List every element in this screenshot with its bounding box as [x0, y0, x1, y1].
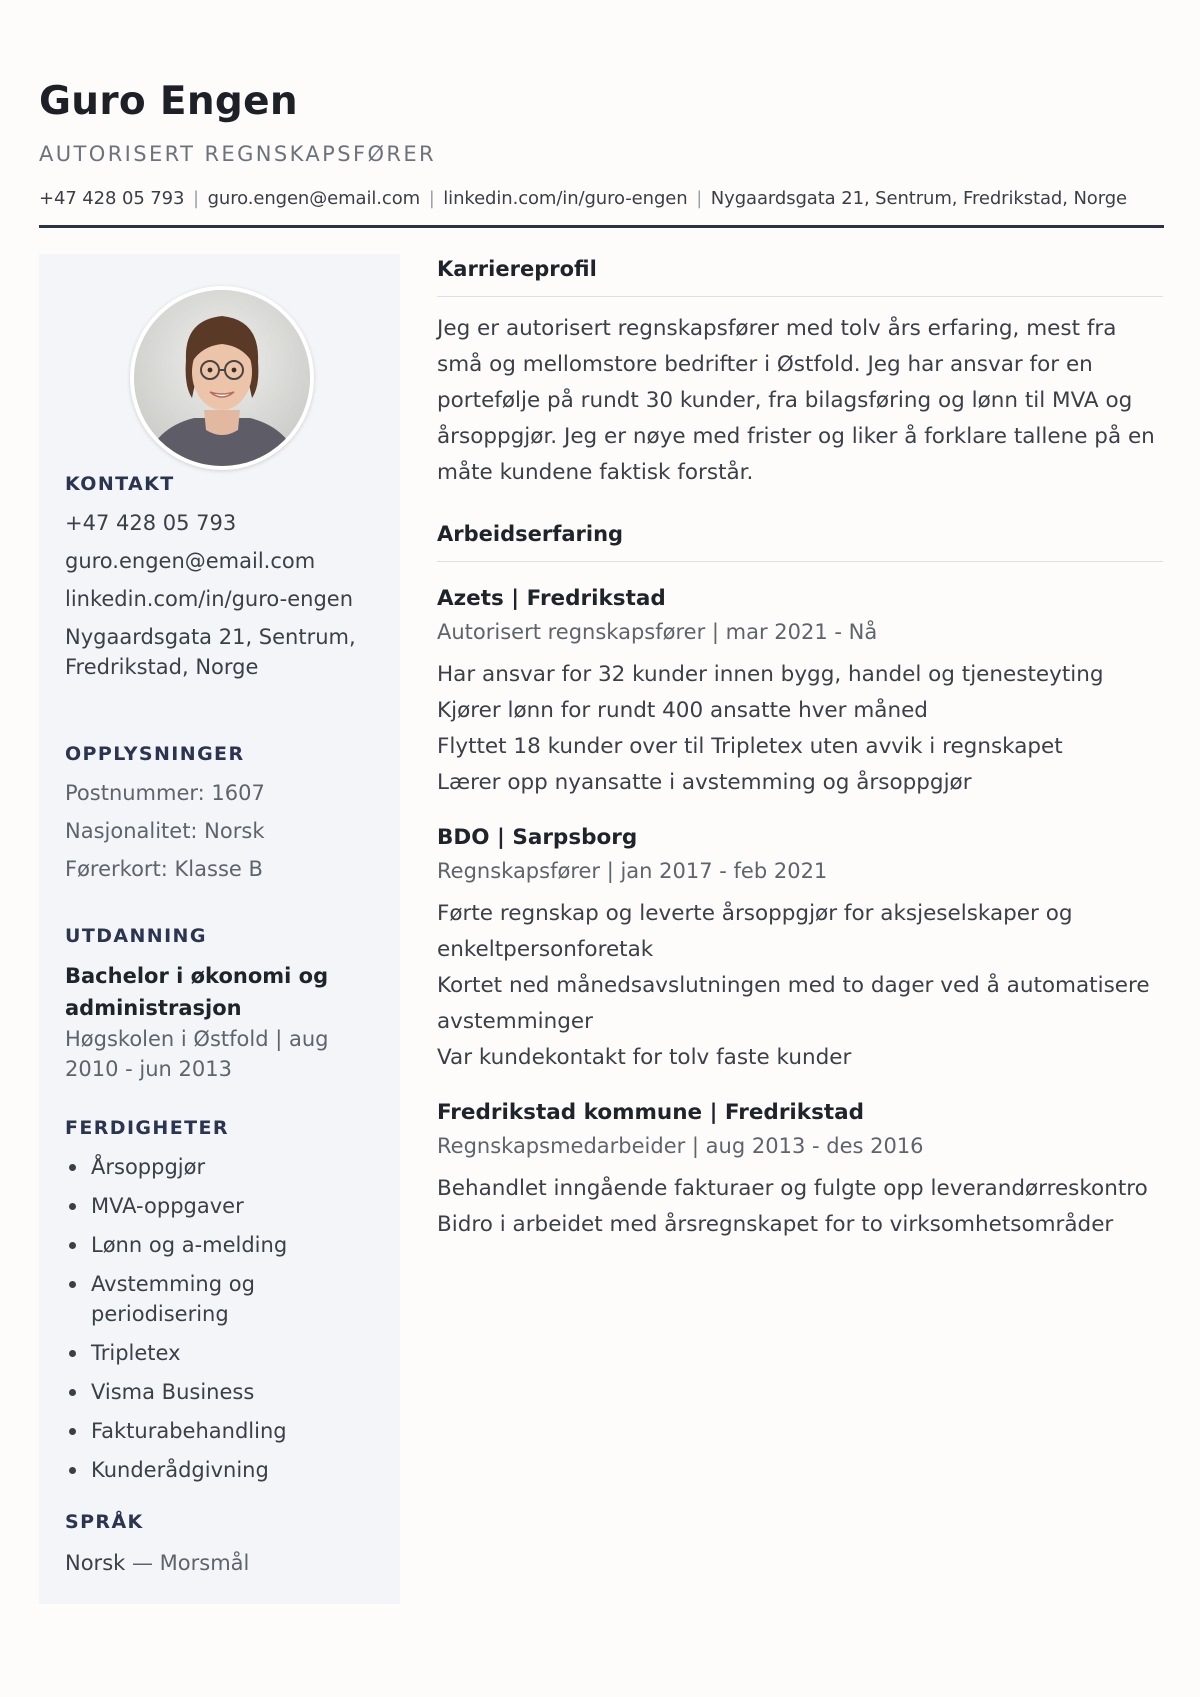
header-linkedin[interactable]: linkedin.com/in/guro-engen [443, 188, 688, 209]
separator: | [696, 188, 703, 209]
header-address: Nygaardsgata 21, Sentrum, Fredrikstad, Norge [710, 188, 1128, 209]
experience-section [437, 519, 1163, 1243]
language-level: Morsmål [159, 1551, 250, 1575]
bullet-icon [69, 1389, 76, 1396]
job-bullet: Kjører lønn for rundt 400 ansatte hver måned [437, 698, 928, 723]
candidate-name: Guro Engen [39, 79, 298, 124]
sidebar-phone: +47 428 05 793 [65, 511, 237, 535]
job-bullet: Bidro i arbeidet med årsregnskapet for to virksomhetsområder [437, 1212, 1114, 1237]
profile-heading: Karriereprofil [437, 257, 597, 281]
languages-heading: SPRÅK [65, 1511, 144, 1533]
bullet-icon [69, 1467, 76, 1474]
education-degree: Bachelor i økonomi og administrasjon [65, 964, 329, 1020]
job-bullet: Lærer opp nyansatte i avstemming og årsoppgjør [437, 770, 972, 795]
education-school-dates: Høgskolen i Østfold | aug 2010 - jun 2013 [65, 1027, 329, 1081]
info-drivers-license: Førerkort: Klasse B [65, 857, 263, 881]
job-bullet: Førte regnskap og leverte årsoppgjør for aksjeselskaper og enkeltpersonforetak [437, 901, 1073, 962]
bullet-icon [69, 1203, 76, 1210]
bullet-icon [69, 1242, 76, 1249]
language-name: Norsk [65, 1551, 126, 1575]
main-content [437, 254, 1163, 1243]
profile-text: Jeg er autorisert regnskapsfører med tolv års erfaring, mest fra små og mellomstore bedrifter i Østfold. Jeg har ansvar for en portefølje på rundt 30 kunder, fra bilagsføring og lønn til MVA og årsoppgjør. Jeg er nøye med frister og liker å forklare tallene på en måte kundene faktisk forstår. [437, 316, 1155, 485]
job-role-dates: Regnskapsmedarbeider | aug 2013 - des 2016 [437, 1134, 924, 1158]
job-employer: Azets | Fredrikstad [437, 586, 666, 611]
experience-heading: Arbeidserfaring [437, 522, 624, 546]
job-entry [437, 823, 1163, 1076]
job-bullet: Behandlet inngående fakturaer og fulgte opp leverandørreskontro [437, 1176, 1148, 1201]
header-email[interactable]: guro.engen@email.com [207, 188, 421, 209]
job-entry [437, 584, 1163, 801]
skill-item: Lønn og a-melding [65, 1230, 375, 1260]
resume-header [39, 76, 1163, 212]
sidebar-linkedin[interactable]: linkedin.com/in/guro-engen [65, 587, 354, 611]
contact-heading: KONTAKT [65, 473, 175, 495]
job-bullet: Kortet ned månedsavslutningen med to dager ved å automatisere avstemminger [437, 973, 1150, 1034]
sidebar [39, 254, 400, 1604]
profile-section [437, 254, 1163, 491]
bullet-icon [69, 1281, 76, 1288]
job-bullet: Flyttet 18 kunder over til Tripletex uten avvik i regnskapet [437, 734, 1063, 759]
bullet-icon [69, 1164, 76, 1171]
header-contact-line [39, 186, 1163, 212]
contact-section [65, 472, 375, 690]
separator: | [193, 188, 199, 209]
job-role-dates: Autorisert regnskapsfører | mar 2021 - Nå [437, 620, 878, 644]
section-divider [437, 296, 1163, 297]
header-divider [39, 225, 1164, 228]
skill-item: Visma Business [65, 1377, 375, 1407]
sidebar-email[interactable]: guro.engen@email.com [65, 549, 316, 573]
job-employer: Fredrikstad kommune | Fredrikstad [437, 1100, 865, 1125]
education-heading: UTDANNING [65, 925, 207, 947]
skills-section [65, 1116, 375, 1494]
sidebar-address: Nygaardsgata 21, Sentrum, Fredrikstad, Norge [65, 625, 356, 679]
info-postal-code: Postnummer: 1607 [65, 781, 265, 805]
skill-item: MVA-oppgaver [65, 1191, 375, 1221]
language-dash: — [131, 1551, 153, 1575]
language-item [65, 1548, 375, 1578]
info-heading: OPPLYSNINGER [65, 743, 245, 765]
job-bullet: Har ansvar for 32 kunder innen bygg, handel og tjenesteyting [437, 662, 1104, 687]
languages-section [65, 1510, 375, 1578]
section-divider [437, 561, 1163, 562]
candidate-title: AUTORISERT REGNSKAPSFØRER [39, 142, 437, 166]
bullet-icon [69, 1428, 76, 1435]
bullet-icon [69, 1350, 76, 1357]
job-entry [437, 1098, 1163, 1243]
avatar [130, 286, 314, 470]
info-nationality: Nasjonalitet: Norsk [65, 819, 265, 843]
job-bullet: Var kundekontakt for tolv faste kunder [437, 1045, 852, 1070]
education-section [65, 924, 375, 1084]
header-phone: +47 428 05 793 [39, 188, 185, 209]
separator: | [428, 188, 435, 209]
job-role-dates: Regnskapsfører | jan 2017 - feb 2021 [437, 859, 828, 883]
skill-item: Avstemming og periodisering [65, 1269, 375, 1329]
skill-item: Tripletex [65, 1338, 375, 1368]
skills-heading: FERDIGHETER [65, 1117, 229, 1139]
skill-item: Kunderådgivning [65, 1455, 375, 1485]
skill-item: Fakturabehandling [65, 1416, 375, 1446]
info-section [65, 742, 375, 892]
skill-item: Årsoppgjør [65, 1152, 375, 1182]
job-employer: BDO | Sarpsborg [437, 825, 638, 850]
profile-photo [134, 290, 310, 466]
